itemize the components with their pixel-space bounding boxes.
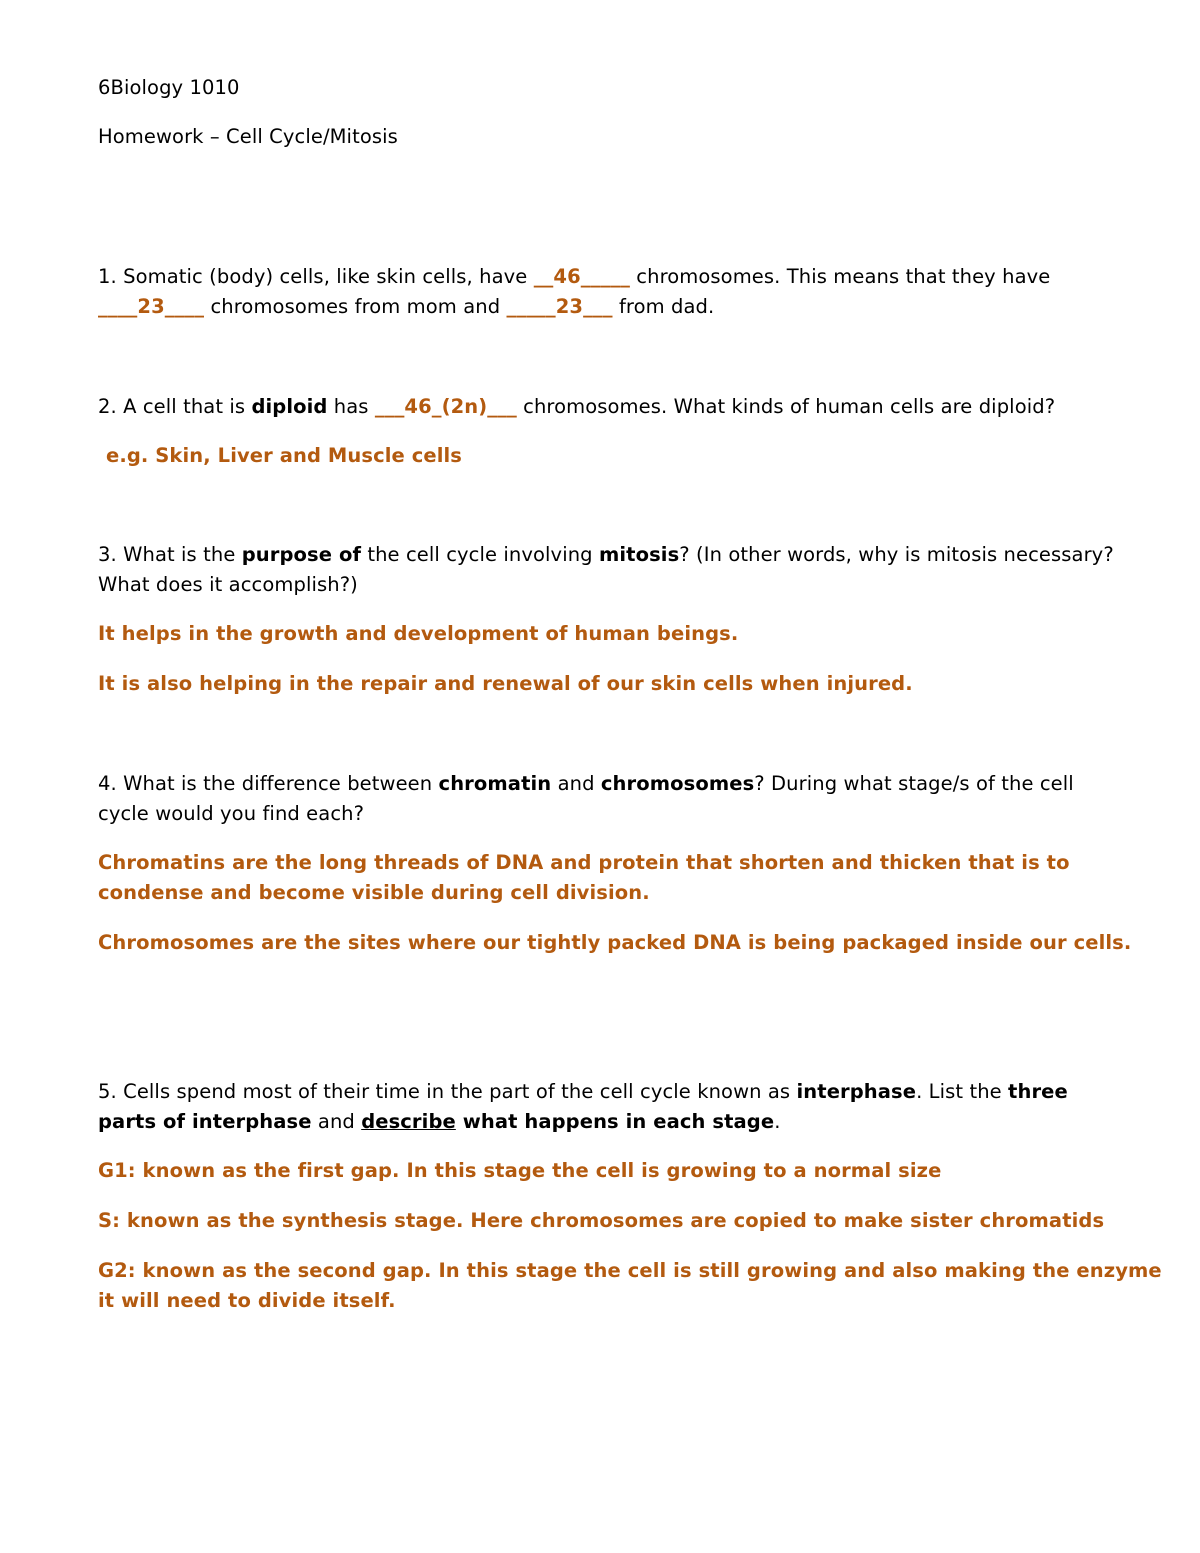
question-2-answer: e.g. Skin, Liver and Muscle cells	[106, 444, 463, 467]
course-heading: 6Biology 1010	[98, 76, 240, 99]
question-3-line-1	[98, 543, 1114, 567]
homework-title: Homework – Cell Cycle/Mitosis	[98, 125, 398, 148]
q1-text-b: chromosomes. This means that they have	[630, 265, 1051, 288]
q5-text-and: and	[311, 1110, 362, 1133]
q4-text-a: 4. What is the difference between	[98, 772, 439, 795]
q4-text-b: and	[551, 772, 601, 795]
q5-text-a: 5. Cells spend most of their time in the part of the cell cycle known as	[98, 1080, 797, 1103]
question-5-answer-g1: G1: known as the first gap. In this stage the cell is growing to a normal size	[98, 1159, 942, 1182]
q3-term-purpose: purpose of	[241, 543, 362, 566]
question-3-answer-2: It is also helping in the repair and renewal of our skin cells when injured.	[98, 672, 913, 695]
q5-term-describe: describe	[361, 1110, 456, 1133]
q1-text-a: 1. Somatic (body) cells, like skin cells, have	[98, 265, 534, 288]
question-4-line-1	[98, 772, 1074, 796]
question-3-answer-1: It helps in the growth and development of human beings.	[98, 622, 739, 645]
q2-term-diploid: diploid	[251, 395, 328, 418]
q5-term-what-happens: what happens in each stage	[455, 1110, 775, 1133]
q1-text-d: from dad.	[612, 295, 715, 318]
question-5-line-1	[98, 1080, 1068, 1104]
q4-text-c: ? During what stage/s of the cell	[754, 772, 1074, 795]
q5-text-b: . List the	[916, 1080, 1009, 1103]
q1-answer-23-mom: ____23____	[98, 295, 205, 318]
q1-answer-46: __46_____	[533, 265, 630, 288]
q1-answer-23-dad: _____23___	[506, 295, 613, 318]
q4-term-chromatin: chromatin	[438, 772, 552, 795]
question-1-line-1	[98, 265, 1050, 289]
question-5-answer-s: S: known as the synthesis stage. Here chromosomes are copied to make sister chromatids	[98, 1209, 1105, 1232]
question-4-answer-1-line-2: condense and become visible during cell division.	[98, 881, 650, 904]
q1-text-c: chromosomes from mom and	[204, 295, 507, 318]
q2-text-c: chromosomes. What kinds of human cells are diploid?	[516, 395, 1056, 418]
question-5-line-2	[98, 1110, 781, 1134]
q2-text-a: 2. A cell that is	[98, 395, 252, 418]
question-3-line-2: What does it accomplish?)	[98, 573, 358, 596]
q3-text-a: 3. What is the	[98, 543, 242, 566]
question-2-line	[98, 395, 1055, 419]
q3-text-b: the cell cycle involving	[361, 543, 599, 566]
question-5-answer-g2-line-1: G2: known as the second gap. In this stage the cell is still growing and also making the enzyme	[98, 1259, 1162, 1282]
question-4-answer-2: Chromosomes are the sites where our tightly packed DNA is being packaged inside our cells.	[98, 931, 1132, 954]
q5-term-parts: parts of interphase	[98, 1110, 312, 1133]
question-4-line-2: cycle would you find each?	[98, 802, 365, 825]
q5-term-interphase: interphase	[796, 1080, 917, 1103]
q2-text-b: has	[327, 395, 375, 418]
q3-term-mitosis: mitosis	[598, 543, 680, 566]
q4-term-chromosomes: chromosomes	[600, 772, 755, 795]
q3-text-c: ? (In other words, why is mitosis necessary?	[679, 543, 1114, 566]
question-5-answer-g2-line-2: it will need to divide itself.	[98, 1289, 396, 1312]
q5-text-period: .	[774, 1110, 781, 1133]
q2-answer-blank: ___46_(2n)___	[374, 395, 517, 418]
q5-term-three: three	[1008, 1080, 1068, 1103]
question-4-answer-1-line-1: Chromatins are the long threads of DNA and protein that shorten and thicken that is to	[98, 851, 1070, 874]
question-1-line-2	[98, 295, 714, 319]
